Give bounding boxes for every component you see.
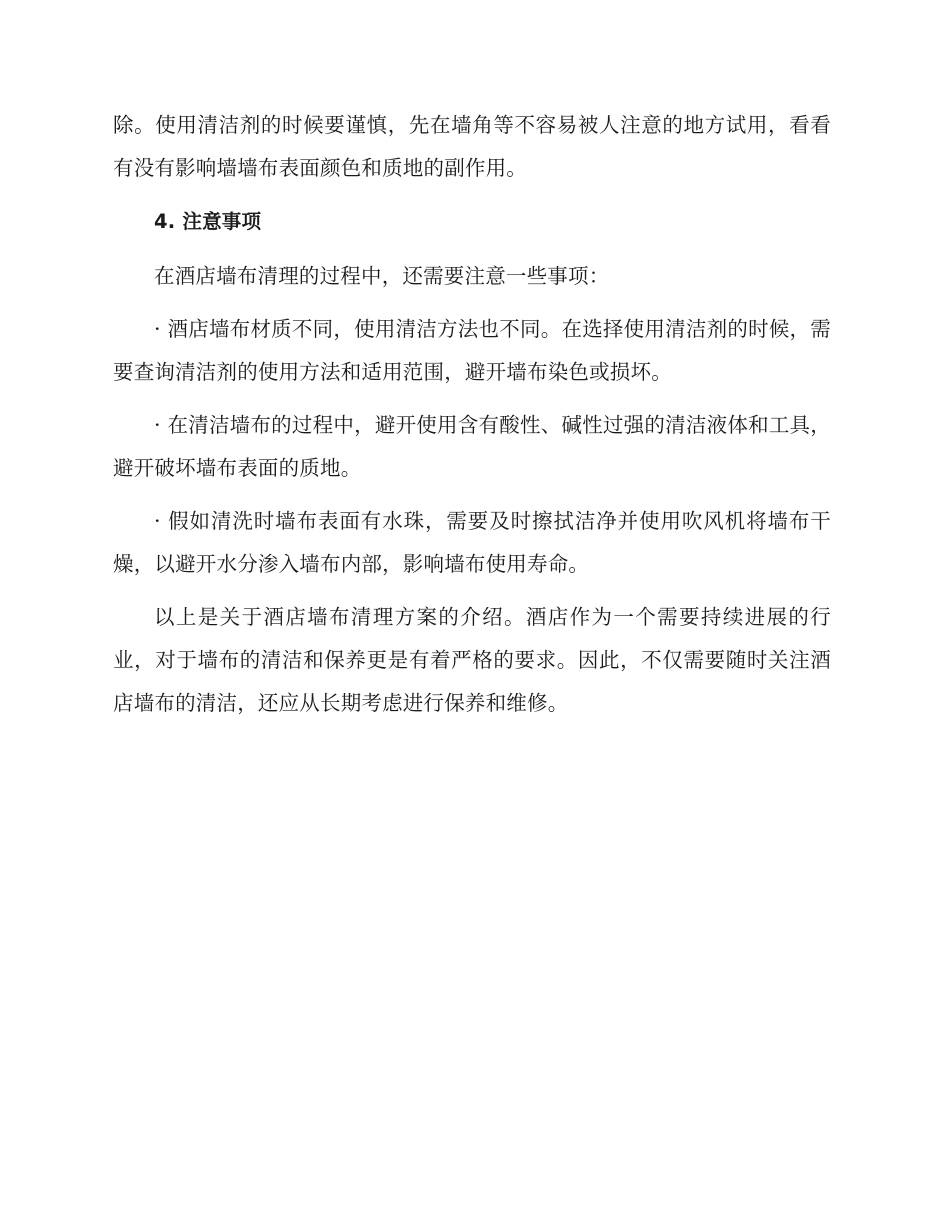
document-body — [113, 104, 831, 735]
paragraph-continuation: 除。使用清洁剂的时候要谨慎，先在墙角等不容易被人注意的地方试用，看看有没有影响墙墙布表面颜色和质地的副作用。 — [113, 113, 831, 180]
section-intro-paragraph: 在酒店墙布清理的过程中，还需要注意一些事项： — [154, 264, 610, 288]
conclusion-paragraph: 以上是关于酒店墙布清理方案的介绍。酒店作为一个需要持续进展的行业，对于墙布的清洁和保养更是有着严格的要求。因此，不仅需要随时关注酒店墙布的清洁，还应从长期考虑进行保养和维修。 — [113, 605, 831, 715]
bullet-paragraph-drying: · 假如清洗时墙布表面有水珠，需要及时擦拭洁净并使用吹风机将墙布干燥，以避开水分渗入墙布内部，影响墙布使用寿命。 — [113, 509, 831, 576]
bullet-paragraph-material: · 酒店墙布材质不同，使用清洁方法也不同。在选择使用清洁剂的时候，需要查询清洁剂的使用方法和适用范围，避开墙布染色或损坏。 — [113, 317, 831, 384]
section-heading: 4. 注意事项 — [154, 210, 262, 233]
bullet-paragraph-chemicals: · 在清洁墙布的过程中，避开使用含有酸性、碱性过强的清洁液体和工具，避开破坏墙布表面的质地。 — [113, 413, 831, 480]
